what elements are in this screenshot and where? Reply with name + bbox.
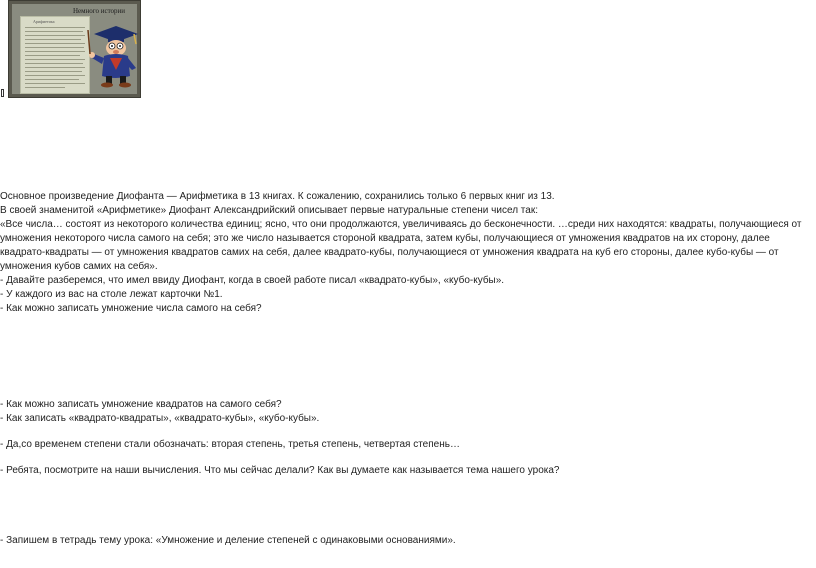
slide-text-line xyxy=(25,47,84,48)
slide-text-line xyxy=(25,67,85,68)
scholar-character-illustration xyxy=(86,24,142,88)
slide-text-line xyxy=(25,75,85,76)
question-multiply-number-by-itself: - Как можно записать умножение числа самого на себя? xyxy=(0,303,262,314)
document-body xyxy=(0,190,816,548)
slide-text-line xyxy=(25,31,83,32)
paragraph-write-topic: - Запишем в тетрадь тему урока: «Умножение и деление степеней с одинаковыми основаниями». xyxy=(0,535,456,546)
paragraph-cards: - У каждого из вас на столе лежат карточки №1. xyxy=(0,289,223,300)
question-multiply-squares: - Как можно записать умножение квадратов на самого себя? xyxy=(0,399,282,410)
paragraph-powers-notation: - Да,со временем степени стали обозначать: вторая степень, третья степень, четвертая степень… xyxy=(0,439,460,450)
slide-text-line xyxy=(25,35,85,36)
question-lesson-topic: - Ребята, посмотрите на наши вычисления. Что мы сейчас делали? Как вы думаете как называется тема нашего урока? xyxy=(0,465,560,476)
text-cursor-marker xyxy=(1,89,4,97)
paragraph-diophantus-intro: Основное произведение Диофанта — Арифметика в 13 книгах. К сожалению, сохранились только 6 первых книг из 13. xyxy=(0,191,555,202)
slide-subtitle: Арифметика xyxy=(33,19,55,24)
paragraph-arithmetic-description: В своей знаменитой «Арифметике» Диофант Александрийский описывает первые натуральные степени чисел так: xyxy=(0,205,538,216)
slide-text-line xyxy=(25,55,80,56)
slide-text-line xyxy=(25,71,82,72)
question-write-square-cubes: - Как записать «квадрато-квадраты», «квадрато-кубы», «кубо-кубы». xyxy=(0,413,320,424)
slide-text-line xyxy=(25,59,85,60)
slide-text-line xyxy=(25,43,85,44)
slide-thumbnail xyxy=(8,0,141,98)
slide-text-panel xyxy=(20,16,90,94)
slide-text-line xyxy=(25,87,65,88)
slide-text-line xyxy=(25,63,83,64)
slide-background xyxy=(12,4,137,94)
slide-text-line xyxy=(25,39,81,40)
paragraph-lets-figure-out: - Давайте разберемся, что имел ввиду Диофант, когда в своей работе писал «квадрато-кубы», «кубо-кубы». xyxy=(0,275,505,286)
paragraph-diophantus-quote: «Все числа… состоят из некоторого количества единиц; ясно, что они продолжаются, увеличиваясь до бесконечности. …среди них находятся: квадраты, получающиеся от умножения некоторого числа самого на себя; это же число называется стороной квадрата, затем кубы, получающиеся от умножения квадратов на их сторону, далее квадрато-квадраты — от умножения квадратов самих на себя, далее квадрато-кубы, получающиеся от умножения квадрата на куб его стороны, далее кубо-кубы — от умножения кубов самих на себя». xyxy=(0,219,802,272)
slide-title: Немного истории xyxy=(72,7,126,15)
slide-text-line xyxy=(25,27,85,28)
slide-text-line xyxy=(25,83,85,84)
slide-text-line xyxy=(25,51,85,52)
slide-text-line xyxy=(25,79,79,80)
